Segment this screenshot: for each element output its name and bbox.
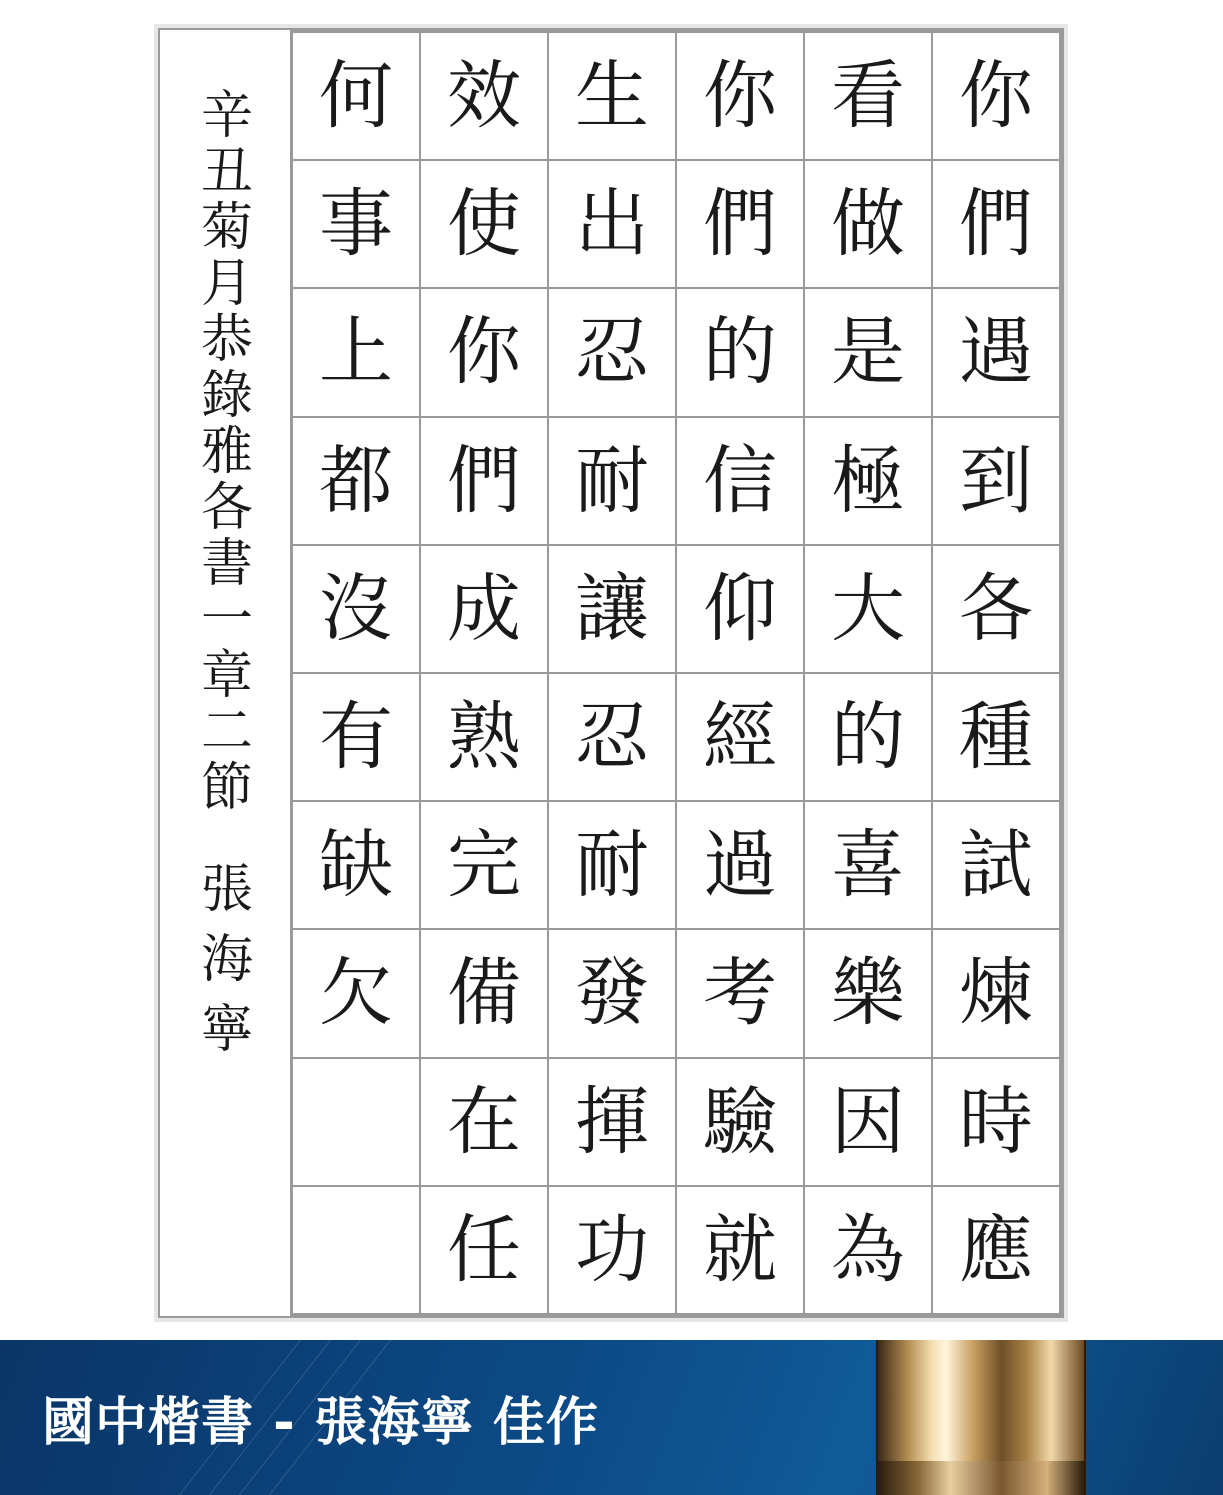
signature-char: 一 [200, 590, 253, 650]
grid-cell: 欠 [292, 929, 420, 1057]
signature-char: 丑 [200, 142, 253, 202]
grid-cell: 你 [420, 288, 548, 416]
signature-char: 寧 [200, 1000, 253, 1060]
grid-cell: 在 [420, 1058, 548, 1186]
signature-char: 雅 [200, 422, 253, 482]
grid-cell: 喜 [804, 801, 932, 929]
grid-cell: 沒 [292, 545, 420, 673]
grid-cell: 看 [804, 32, 932, 160]
grid-cell: 功 [548, 1186, 676, 1314]
grid-cell: 們 [676, 160, 804, 288]
grid-cell: 生 [548, 32, 676, 160]
grid-cell: 出 [548, 160, 676, 288]
grid-cell: 經 [676, 673, 804, 801]
grid-cell: 因 [804, 1058, 932, 1186]
grid-cell: 遇 [932, 288, 1060, 416]
grid-cell: 到 [932, 417, 1060, 545]
grid-cell: 們 [420, 417, 548, 545]
grid-cell: 驗 [676, 1058, 804, 1186]
grid-cell: 為 [804, 1186, 932, 1314]
signature-column [195, 86, 259, 1250]
grid-cell: 的 [676, 288, 804, 416]
banner-caption: 國中楷書 - 張海寧 佳作 [42, 1393, 599, 1453]
grid-cell: 任 [420, 1186, 548, 1314]
signature-char: 章 [200, 646, 253, 706]
grid-cell: 何 [292, 32, 420, 160]
fountain-pen-image [876, 1340, 1086, 1495]
grid-cell: 完 [420, 801, 548, 929]
grid-cell: 耐 [548, 417, 676, 545]
grid-cell: 樂 [804, 929, 932, 1057]
grid-cell: 煉 [932, 929, 1060, 1057]
signature-char: 節 [200, 758, 253, 818]
signature-char: 張 [200, 860, 253, 920]
grid-cell: 們 [932, 160, 1060, 288]
grid-cell: 發 [548, 929, 676, 1057]
grid-cell: 缺 [292, 801, 420, 929]
grid-cell: 讓 [548, 545, 676, 673]
grid-cell: 成 [420, 545, 548, 673]
signature-char: 菊 [200, 198, 253, 258]
grid-cell: 使 [420, 160, 548, 288]
signature-name [200, 860, 253, 1060]
grid-cell: 忍 [548, 673, 676, 801]
grid-cell: 的 [804, 673, 932, 801]
grid-cell: 極 [804, 417, 932, 545]
grid-cell: 都 [292, 417, 420, 545]
grid-cell: 耐 [548, 801, 676, 929]
signature-char: 恭 [200, 310, 253, 370]
grid-cell: 信 [676, 417, 804, 545]
grid-cell: 過 [676, 801, 804, 929]
signature-char: 書 [200, 534, 253, 594]
writing-grid [290, 30, 1062, 1316]
grid-cell: 揮 [548, 1058, 676, 1186]
signature-char: 海 [200, 930, 253, 990]
grid-cell: 上 [292, 288, 420, 416]
grid-cell: 種 [932, 673, 1060, 801]
grid-cell: 事 [292, 160, 420, 288]
grid-cell: 各 [932, 545, 1060, 673]
grid-cell: 就 [676, 1186, 804, 1314]
grid-cell: 有 [292, 673, 420, 801]
grid-cell: 備 [420, 929, 548, 1057]
grid-cell: 效 [420, 32, 548, 160]
grid-cell [292, 1186, 420, 1314]
grid-cell: 仰 [676, 545, 804, 673]
signature-date-line [200, 86, 253, 818]
grid-cell: 應 [932, 1186, 1060, 1314]
signature-char: 月 [200, 254, 253, 314]
signature-char: 辛 [200, 86, 253, 146]
signature-char: 二 [200, 702, 253, 762]
grid-cell: 你 [676, 32, 804, 160]
signature-char: 各 [200, 478, 253, 538]
grid-cell: 試 [932, 801, 1060, 929]
grid-cell: 考 [676, 929, 804, 1057]
grid-cell: 是 [804, 288, 932, 416]
grid-cell: 時 [932, 1058, 1060, 1186]
grid-cell: 忍 [548, 288, 676, 416]
grid-cell: 你 [932, 32, 1060, 160]
grid-cell [292, 1058, 420, 1186]
signature-char: 錄 [200, 366, 253, 426]
grid-cell: 熟 [420, 673, 548, 801]
grid-cell: 做 [804, 160, 932, 288]
grid-cell: 大 [804, 545, 932, 673]
